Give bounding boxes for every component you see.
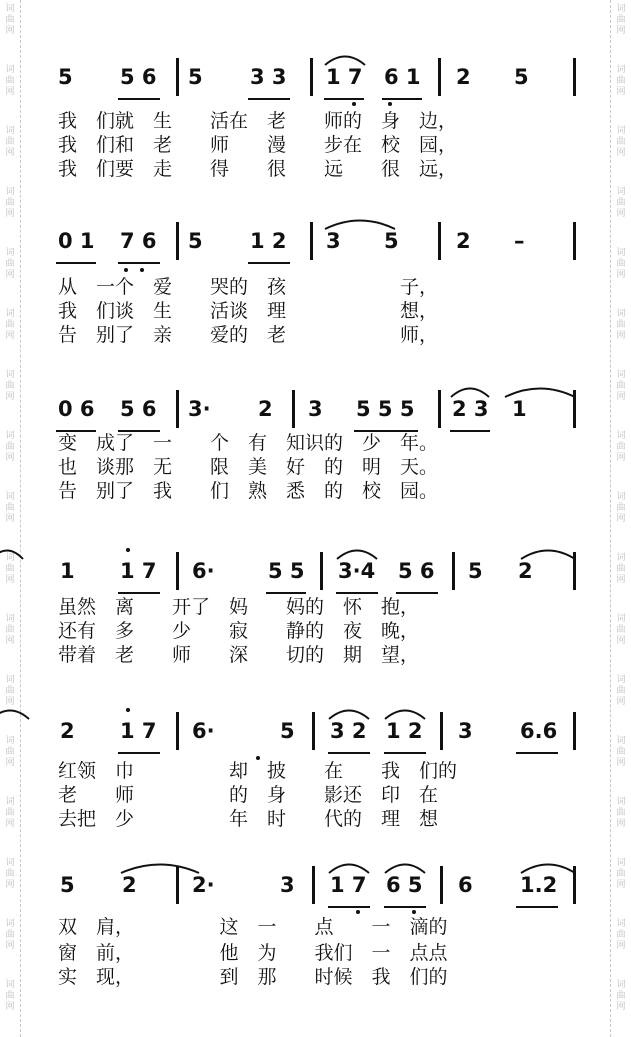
- octave-dot: [356, 910, 360, 914]
- watermark-text: 词 曲 网: [5, 919, 15, 951]
- jianpu-note-group: [58, 226, 95, 256]
- note-digits: 6 5: [386, 873, 423, 897]
- jianpu-note-group: [456, 226, 471, 256]
- watermark-text: 词 曲 网: [5, 980, 15, 1012]
- jianpu-note-group: [188, 394, 211, 424]
- barline: [440, 866, 443, 904]
- jianpu-note-group: [258, 394, 273, 424]
- underline-beam: [328, 752, 370, 754]
- note-digits: 6·: [192, 719, 215, 743]
- watermark-text: 词 曲 网: [616, 553, 626, 585]
- slur-arc: [450, 384, 490, 398]
- underline-beam: [384, 906, 426, 908]
- jianpu-note-group: [514, 62, 529, 92]
- barline: [292, 390, 295, 428]
- slur-arc: [384, 860, 426, 874]
- watermark-text: 词 曲 网: [616, 126, 626, 158]
- note-digits: 2: [60, 719, 75, 743]
- jianpu-note-group: [338, 556, 375, 586]
- lyric-line: 红领 巾 却 披 在 我 们的: [58, 760, 458, 782]
- note-digits: 1 7: [326, 65, 363, 89]
- jianpu-note-group: [250, 62, 287, 92]
- jianpu-note-group: [398, 556, 435, 586]
- watermark-text: 词 曲 网: [616, 431, 626, 463]
- slur-arc: [0, 546, 24, 560]
- jianpu-note-group: [326, 62, 363, 92]
- note-digits: 5: [60, 873, 75, 897]
- slur-arc: [336, 546, 378, 560]
- underline-beam: [248, 262, 290, 264]
- watermark-text: 词 曲 网: [5, 553, 15, 585]
- watermark-text: 词 曲 网: [5, 492, 15, 524]
- lyric-line: 双 肩， 这 一 点 一 滴的: [58, 916, 448, 938]
- jianpu-note-group: [458, 716, 473, 746]
- slur-arc: [328, 706, 370, 720]
- jianpu-note-group: [120, 394, 157, 424]
- watermark-text: 词 曲 网: [616, 248, 626, 280]
- watermark-text: 词 曲 网: [616, 980, 626, 1012]
- barline: [312, 712, 315, 750]
- note-digits: 5: [468, 559, 483, 583]
- note-digits: 7 6: [120, 229, 157, 253]
- watermark-text: 词 曲 网: [5, 65, 15, 97]
- barline: [320, 552, 323, 590]
- barline: [438, 222, 441, 260]
- barline: [312, 866, 315, 904]
- note-digits: 1: [512, 397, 527, 421]
- watermark-text: 词 曲 网: [616, 4, 626, 36]
- lyric-line: 实 现， 到 那 时候 我 们的: [58, 966, 448, 988]
- jianpu-note-group: [268, 556, 305, 586]
- octave-dot: [388, 102, 392, 106]
- watermark-text: 词 曲 网: [5, 614, 15, 646]
- barline: [310, 222, 313, 260]
- note-digits: 2 3: [452, 397, 489, 421]
- underline-beam: [324, 98, 364, 100]
- barline: [310, 58, 313, 96]
- jianpu-note-group: [60, 556, 75, 586]
- jianpu-note-group: [58, 62, 73, 92]
- note-digits: 6: [458, 873, 473, 897]
- octave-dot: [140, 268, 144, 272]
- note-digits: 5: [280, 719, 295, 743]
- note-digits: 5: [58, 65, 73, 89]
- jianpu-note-group: [192, 556, 215, 586]
- slur-arc: [324, 216, 396, 230]
- watermark-text: 词 曲 网: [5, 248, 15, 280]
- jianpu-note-group: [326, 226, 341, 256]
- jianpu-note-group: [188, 226, 203, 256]
- watermark-text: 词 曲 网: [5, 126, 15, 158]
- note-digits: 3 2: [330, 719, 367, 743]
- watermark-text: 词 曲 网: [616, 309, 626, 341]
- barline: [176, 712, 179, 750]
- underline-beam: [56, 262, 96, 264]
- underline-beam: [328, 906, 370, 908]
- underline-beam: [266, 592, 306, 594]
- note-digits: 1: [60, 559, 75, 583]
- watermark-text: 词 曲 网: [5, 797, 15, 829]
- note-digits: 2·: [192, 873, 215, 897]
- jianpu-note-group: [280, 870, 295, 900]
- jianpu-note-group: [330, 716, 367, 746]
- jianpu-note-group: [120, 62, 157, 92]
- barline: [573, 222, 576, 260]
- jianpu-note-group: [120, 226, 157, 256]
- lyric-line: 变 成了 一 个 有 知识的 少 年。: [58, 432, 439, 454]
- jianpu-note-group: [468, 556, 483, 586]
- jianpu-note-group: [386, 870, 423, 900]
- jianpu-note-group: [120, 556, 157, 586]
- jianpu-note-group: [384, 226, 399, 256]
- jianpu-note-group: [518, 556, 533, 586]
- slur-arc: [120, 860, 200, 874]
- jianpu-note-group: [514, 226, 525, 256]
- underline-beam: [384, 752, 426, 754]
- note-digits: 5: [188, 65, 203, 89]
- lyric-line: 我 们和 老 师 漫 步在 校 园，: [58, 134, 458, 156]
- jianpu-note-group: [188, 62, 203, 92]
- octave-dot: [126, 708, 130, 712]
- note-digits: 5 5 5: [356, 397, 415, 421]
- note-digits: 2: [122, 873, 137, 897]
- note-digits: –: [514, 229, 525, 253]
- note-digits: 5: [514, 65, 529, 89]
- barline: [440, 712, 443, 750]
- underline-beam: [248, 98, 290, 100]
- slur-arc: [324, 52, 366, 66]
- jianpu-note-group: [60, 870, 75, 900]
- watermark-text: 词 曲 网: [5, 187, 15, 219]
- watermark-text: 词 曲 网: [616, 675, 626, 707]
- lyric-line: 我 们要 走 得 很 远 很 远，: [58, 158, 458, 180]
- barline: [438, 58, 441, 96]
- slur-arc: [384, 706, 426, 720]
- slur-arc: [0, 706, 30, 720]
- underline-beam: [118, 752, 160, 754]
- jianpu-note-group: [192, 716, 215, 746]
- octave-dot: [352, 102, 356, 106]
- note-digits: 1 7: [120, 559, 157, 583]
- watermark-text: 词 曲 网: [5, 370, 15, 402]
- note-digits: 6 1: [384, 65, 421, 89]
- barline: [176, 58, 179, 96]
- note-digits: 0 6: [58, 397, 95, 421]
- note-digits: 5 6: [120, 397, 157, 421]
- lyric-line: 虽然 离 开了 妈 妈的 怀 抱，: [58, 596, 420, 618]
- lyric-line: 还有 多 少 寂 静的 夜 晚，: [58, 620, 420, 642]
- underline-beam: [118, 262, 160, 264]
- watermark-text: 词 曲 网: [616, 492, 626, 524]
- note-digits: 3: [280, 873, 295, 897]
- jianpu-note-group: [520, 870, 557, 900]
- note-digits: 2: [258, 397, 273, 421]
- slur-arc: [520, 546, 576, 560]
- note-digits: 1 2: [386, 719, 423, 743]
- lyric-line: 老 师 的 身 影还 印 在: [58, 784, 439, 806]
- barline: [176, 552, 179, 590]
- note-digits: 2: [456, 65, 471, 89]
- jianpu-note-group: [456, 62, 471, 92]
- watermark-text: 词 曲 网: [5, 675, 15, 707]
- jianpu-note-group: [192, 870, 215, 900]
- barline: [573, 712, 576, 750]
- jianpu-note-group: [250, 226, 287, 256]
- note-digits: 5 6: [120, 65, 157, 89]
- jianpu-note-group: [280, 716, 295, 746]
- note-digits: 3: [458, 719, 473, 743]
- note-digits: 0 1: [58, 229, 95, 253]
- barline: [176, 222, 179, 260]
- note-digits: 2: [456, 229, 471, 253]
- watermark-text: 词 曲 网: [616, 736, 626, 768]
- barline: [176, 390, 179, 428]
- jianpu-note-group: [58, 394, 95, 424]
- lyric-line: 从 一个 爱 哭的 孩 子，: [58, 276, 439, 298]
- jianpu-note-group: [308, 394, 323, 424]
- watermark-text: 词 曲 网: [616, 65, 626, 97]
- jianpu-note-group: [60, 716, 75, 746]
- note-digits: 5 5: [268, 559, 305, 583]
- watermark-text: 词 曲 网: [616, 797, 626, 829]
- watermark-text: 词 曲 网: [5, 858, 15, 890]
- barline: [573, 58, 576, 96]
- jianpu-note-group: [330, 870, 367, 900]
- note-digits: 3: [308, 397, 323, 421]
- note-digits: 6.6: [520, 719, 558, 743]
- jianpu-note-group: [452, 394, 489, 424]
- underline-beam: [516, 906, 558, 908]
- watermark-text: 词 曲 网: [5, 736, 15, 768]
- lyric-line: 我 们就 生 活在 老 师的 身 边，: [58, 110, 458, 132]
- octave-dot: [126, 548, 130, 552]
- slur-arc: [520, 860, 576, 874]
- lyric-line: 窗 前， 他 为 我们 一 点点: [58, 942, 448, 964]
- note-digits: 6·: [192, 559, 215, 583]
- watermark-text: 词 曲 网: [616, 187, 626, 219]
- watermark-text: 词 曲 网: [616, 370, 626, 402]
- jianpu-note-group: [120, 716, 157, 746]
- watermark-text: 词 曲 网: [616, 614, 626, 646]
- lyric-line: 告 别了 亲 爱的 老 师，: [58, 324, 439, 346]
- lyric-line: 带着 老 师 深 切的 期 望，: [58, 644, 420, 666]
- jianpu-note-group: [384, 62, 421, 92]
- underline-beam: [450, 430, 490, 432]
- underline-beam: [396, 592, 438, 594]
- note-digits: 5: [188, 229, 203, 253]
- lyric-line: 去把 少 年 时 代的 理 想: [58, 808, 439, 830]
- underline-beam: [382, 98, 422, 100]
- barline: [452, 552, 455, 590]
- note-digits: 1.2: [520, 873, 558, 897]
- watermark-text: 词 曲 网: [616, 919, 626, 951]
- jianpu-note-group: [512, 394, 527, 424]
- octave-dot: [412, 910, 416, 914]
- note-digits: 1 2: [250, 229, 287, 253]
- underline-beam: [336, 592, 378, 594]
- watermark-text: 词 曲 网: [5, 4, 15, 36]
- jianpu-note-group: [122, 870, 137, 900]
- lyric-line: 我 们谈 生 活谈 理 想，: [58, 300, 439, 322]
- watermark-text: 词 曲 网: [616, 858, 626, 890]
- note-digits: 2: [518, 559, 533, 583]
- octave-dot: [124, 268, 128, 272]
- jianpu-note-group: [520, 716, 557, 746]
- note-digits: 1 7: [330, 873, 367, 897]
- jianpu-note-group: [386, 716, 423, 746]
- note-digits: 5 6: [398, 559, 435, 583]
- note-digits: 1 7: [120, 719, 157, 743]
- underline-beam: [118, 98, 160, 100]
- jianpu-note-group: [458, 870, 473, 900]
- lyric-line: 也 谈那 无 限 美 好 的 明 天。: [58, 456, 439, 478]
- underline-beam: [516, 752, 558, 754]
- watermark-text: 词 曲 网: [5, 309, 15, 341]
- barline: [438, 390, 441, 428]
- note-digits: 3 3: [250, 65, 287, 89]
- note-digits: 3·: [188, 397, 211, 421]
- note-digits: 5: [384, 229, 399, 253]
- jianpu-note-group: [356, 394, 414, 424]
- slur-arc: [504, 384, 576, 398]
- note-digits: 3: [326, 229, 341, 253]
- lyric-line: 告 别了 我 们 熟 悉 的 校 园。: [58, 480, 439, 502]
- watermark-text: 词 曲 网: [5, 431, 15, 463]
- note-digits: 3·4: [338, 559, 376, 583]
- underline-beam: [118, 592, 160, 594]
- slur-arc: [328, 860, 370, 874]
